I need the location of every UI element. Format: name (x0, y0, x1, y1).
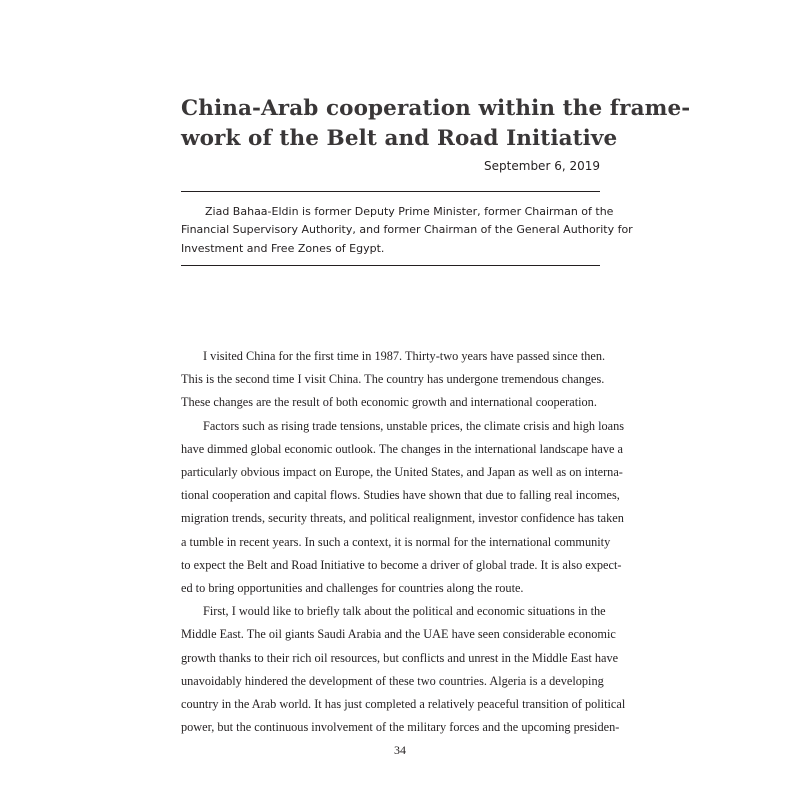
body-line: have dimmed global economic outlook. The changes in the international landscape have a (181, 441, 623, 456)
body-line: ed to bring opportunities and challenges for countries along the route. (181, 581, 524, 596)
body-line: These changes are the result of both economic growth and international cooperation. (181, 395, 597, 410)
page-number: 34 (394, 743, 406, 757)
article-body (181, 345, 626, 739)
body-line: unavoidably hindered the development of these two countries. Algeria is a developing (181, 673, 604, 688)
body-line: This is the second time I visit China. The country has undergone tremendous changes. (181, 372, 605, 387)
bio-line: Ziad Bahaa-Eldin is former Deputy Prime Minister, former Chairman of the (205, 205, 614, 218)
body-line: particularly obvious impact on Europe, the United States, and Japan as well as on interna- (181, 465, 623, 480)
body-line: country in the Arab world. It has just completed a relatively peaceful transition of political (181, 697, 626, 712)
body-line: tional cooperation and capital flows. Studies have shown that due to falling real incomes, (181, 488, 620, 503)
bio-line: Investment and Free Zones of Egypt. (181, 241, 385, 255)
author-bio (181, 203, 633, 258)
bio-line: Financial Supervisory Authority, and former Chairman of the General Authority for (181, 223, 633, 237)
bottom-divider (181, 265, 600, 266)
body-line: to expect the Belt and Road Initiative to become a driver of global trade. It is also expect- (181, 557, 622, 572)
body-line: power, but the continuous involvement of the military forces and the upcoming presiden- (181, 720, 620, 735)
body-line: migration trends, security threats, and political realignment, investor confidence has taken (181, 511, 624, 526)
title-line-1: China-Arab cooperation within the frame- (181, 96, 691, 121)
body-line: Factors such as rising trade tensions, unstable prices, the climate crisis and high loans (203, 418, 625, 433)
article-date: September 6, 2019 (484, 159, 600, 173)
body-line: growth thanks to their rich oil resources, but conflicts and unrest in the Middle East have (181, 650, 619, 665)
body-line: I visited China for the first time in 1987. Thirty-two years have passed since then. (203, 349, 606, 363)
body-line: First, I would like to briefly talk about the political and economic situations in the (203, 604, 606, 619)
top-divider (181, 191, 600, 192)
body-line: Middle East. The oil giants Saudi Arabia and the UAE have seen considerable economic (181, 627, 616, 642)
title-line-2: work of the Belt and Road Initiative (181, 126, 618, 151)
body-line: a tumble in recent years. In such a context, it is normal for the international community (181, 534, 611, 549)
article-title (181, 94, 691, 154)
